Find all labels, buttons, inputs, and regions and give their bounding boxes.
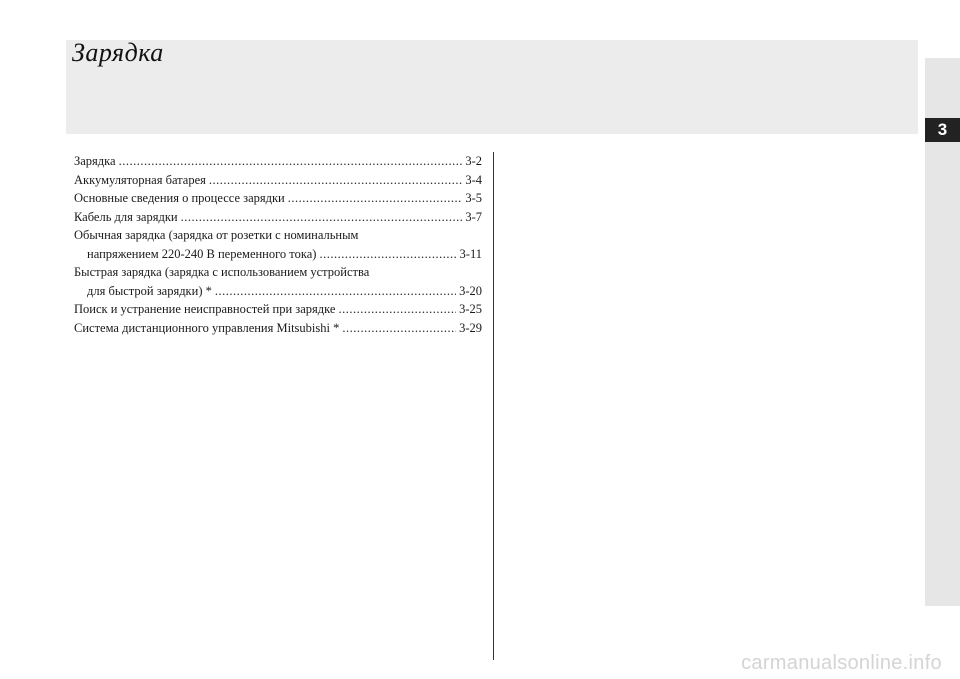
toc-dot-leader [209,171,462,190]
toc-page-number: 3-20 [459,283,482,298]
toc-entry-title: Аккумуляторная батарея [74,172,206,187]
toc-dot-leader [215,282,456,301]
toc-page-number: 3-7 [465,209,482,224]
toc-entry-title: Поиск и устранение неисправностей при зарядке [74,302,336,316]
toc-entry-title: Быстрая зарядка (зарядка с использованием устройства [74,265,370,279]
toc-entry-title-continued: для быстрой зарядки) * [87,283,212,298]
table-of-contents [74,152,482,337]
toc-entry-title: Система дистанционного управления Mitsubishi * [74,320,340,335]
toc-entry[interactable] [74,319,482,338]
toc-entry[interactable] [74,300,482,319]
toc-entry[interactable] [74,152,482,171]
toc-dot-leader [338,300,456,319]
watermark-text: carmanualsonline.info [741,652,942,674]
toc-entry-title: Основные сведения о процессе зарядки [74,191,285,205]
toc-page-number: 3-5 [465,191,482,205]
toc-page-number: 3-4 [465,172,482,187]
chapter-header-band [66,40,918,134]
toc-entry-title: Зарядка [74,154,116,168]
toc-dot-leader [181,208,463,227]
chapter-number-badge[interactable]: 3 [925,118,960,142]
toc-entry[interactable] [74,189,482,208]
toc-page-number: 3-2 [465,154,482,168]
toc-entry[interactable] [74,208,482,227]
chapter-title: Зарядка [72,38,164,67]
toc-page-number: 3-11 [459,246,482,261]
toc-dot-leader [288,189,463,208]
toc-dot-leader [319,245,456,264]
toc-entry-title-continued: напряжением 220-240 В переменного тока) [87,246,317,261]
toc-entry[interactable] [74,171,482,190]
column-divider [493,152,494,660]
toc-dot-leader [119,152,463,171]
toc-dot-leader [342,319,456,338]
toc-entry[interactable] [74,226,482,263]
toc-page-number: 3-29 [459,320,482,335]
toc-page-number: 3-25 [459,302,482,316]
toc-entry[interactable] [74,263,482,300]
toc-entry-title: Обычная зарядка (зарядка от розетки с номинальным [74,228,359,242]
toc-entry-title: Кабель для зарядки [74,209,178,224]
